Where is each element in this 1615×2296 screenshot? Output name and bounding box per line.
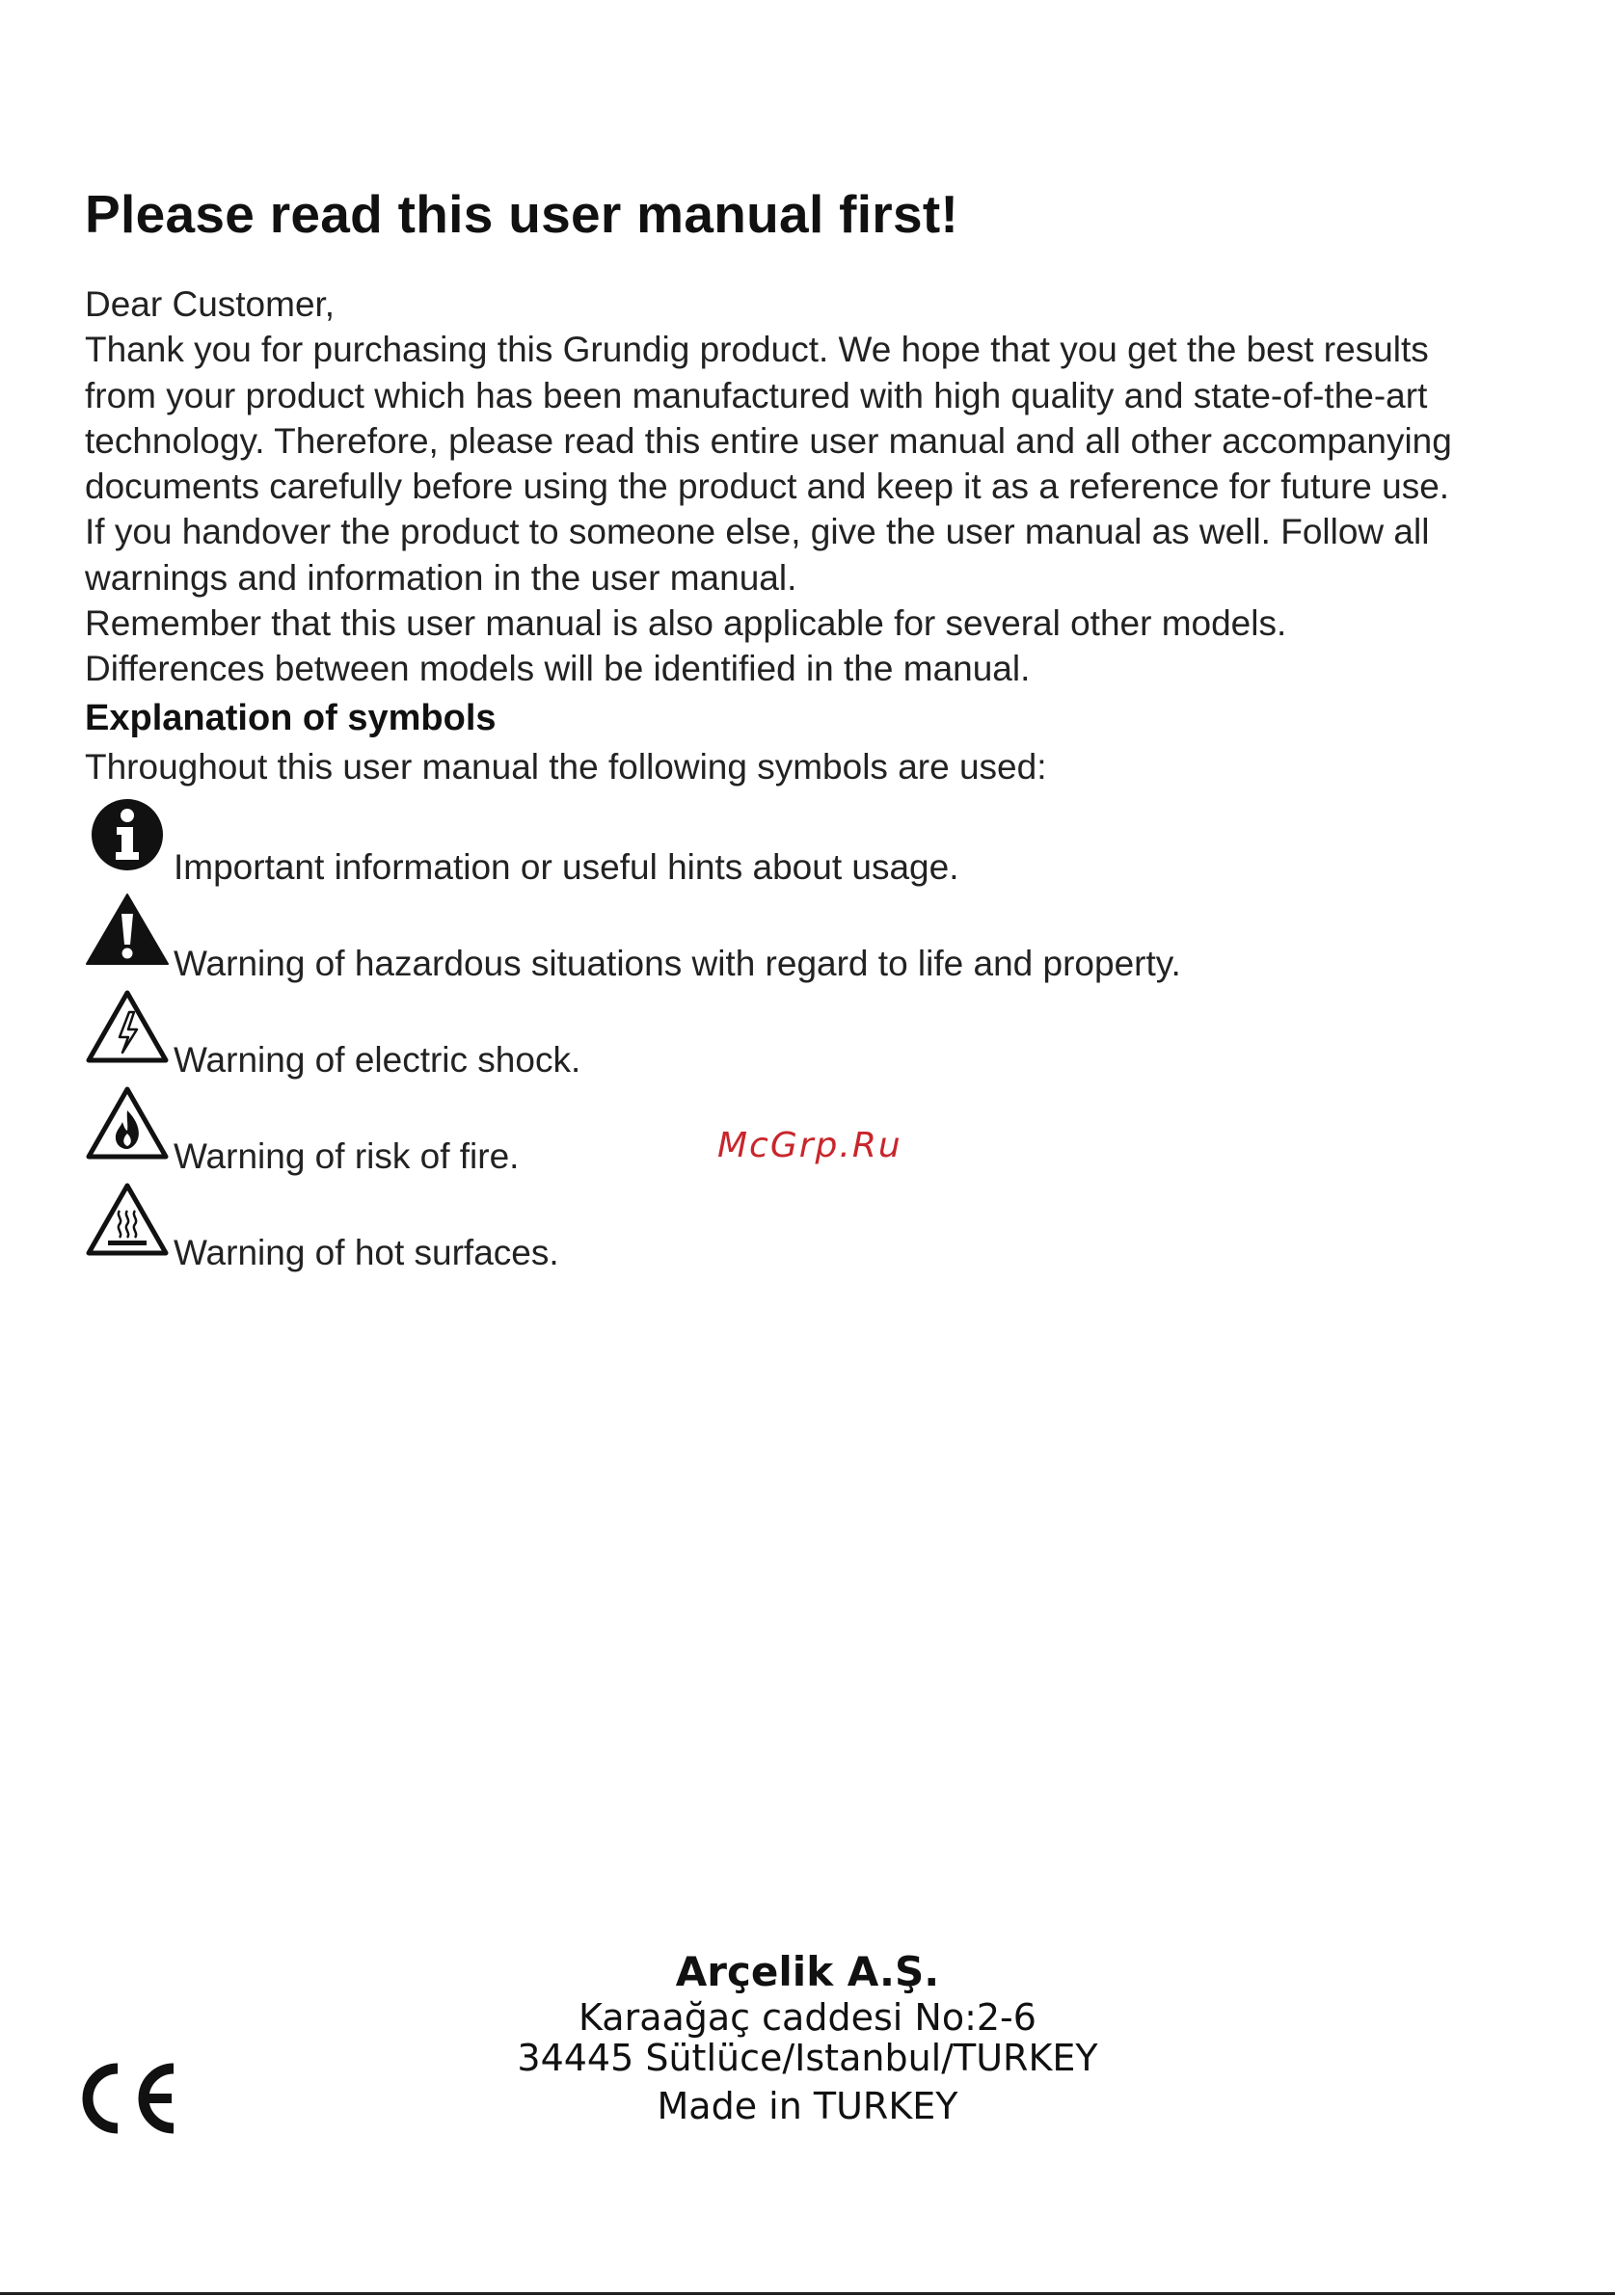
address-line-street: Karaağaç caddesi No:2-6 bbox=[579, 1996, 1036, 2039]
intro-line: warnings and information in the user manual. bbox=[85, 557, 797, 598]
intro-line: Dear Customer, bbox=[85, 284, 336, 324]
intro-line: If you handover the product to someone else, give the user manual as well. Follow all bbox=[85, 512, 1430, 552]
hot-surface-icon bbox=[85, 1182, 170, 1267]
electric-shock-icon bbox=[85, 989, 170, 1074]
symbol-text: Warning of risk of fire. bbox=[174, 1136, 520, 1176]
symbol-row-information bbox=[85, 796, 1338, 887]
intro-line: Thank you for purchasing this Grundig product. We hope that you get the best results bbox=[85, 330, 1429, 370]
intro-line: documents carefully before using the product and keep it as a reference for future use. bbox=[85, 467, 1450, 507]
symbol-text: Warning of hot surfaces. bbox=[174, 1233, 559, 1272]
warning-icon bbox=[85, 893, 170, 977]
intro-line: from your product which has been manufactured with high quality and state-of-the-art bbox=[85, 375, 1428, 415]
symbol-row-hot-surface bbox=[85, 1182, 1338, 1272]
page-title: Please read this user manual first! bbox=[85, 184, 959, 244]
made-in-label: Made in TURKEY bbox=[657, 2085, 958, 2127]
address-line-city: 34445 Sütlüce/Istanbul/TURKEY bbox=[517, 2037, 1098, 2079]
manufacturer-address bbox=[0, 1947, 1615, 2126]
symbol-text: Important information or useful hints about usage. bbox=[174, 847, 959, 887]
symbol-row-fire bbox=[85, 1085, 1338, 1176]
intro-line: Remember that this user manual is also applicable for several other models. bbox=[85, 603, 1287, 644]
symbol-row-warning bbox=[85, 893, 1338, 983]
fire-risk-icon bbox=[85, 1085, 170, 1170]
section-heading: Explanation of symbols bbox=[85, 698, 497, 738]
symbol-text: Warning of hazardous situations with regard to life and property. bbox=[174, 944, 1181, 983]
intro-line: technology. Therefore, please read this entire user manual and all other accompanying bbox=[85, 420, 1452, 461]
symbol-row-electric-shock bbox=[85, 989, 1338, 1080]
watermark-text: McGrp.Ru bbox=[717, 1126, 902, 1165]
information-icon bbox=[85, 796, 170, 881]
bottom-divider bbox=[0, 2292, 1615, 2295]
intro-line: Differences between models will be identified in the manual. bbox=[85, 649, 1031, 689]
company-name: Arçelik A.Ş. bbox=[675, 1948, 940, 1995]
section-intro: Throughout this user manual the following symbols are used: bbox=[85, 747, 1047, 787]
symbol-text: Warning of electric shock. bbox=[174, 1040, 581, 1080]
intro-text bbox=[85, 281, 1550, 692]
